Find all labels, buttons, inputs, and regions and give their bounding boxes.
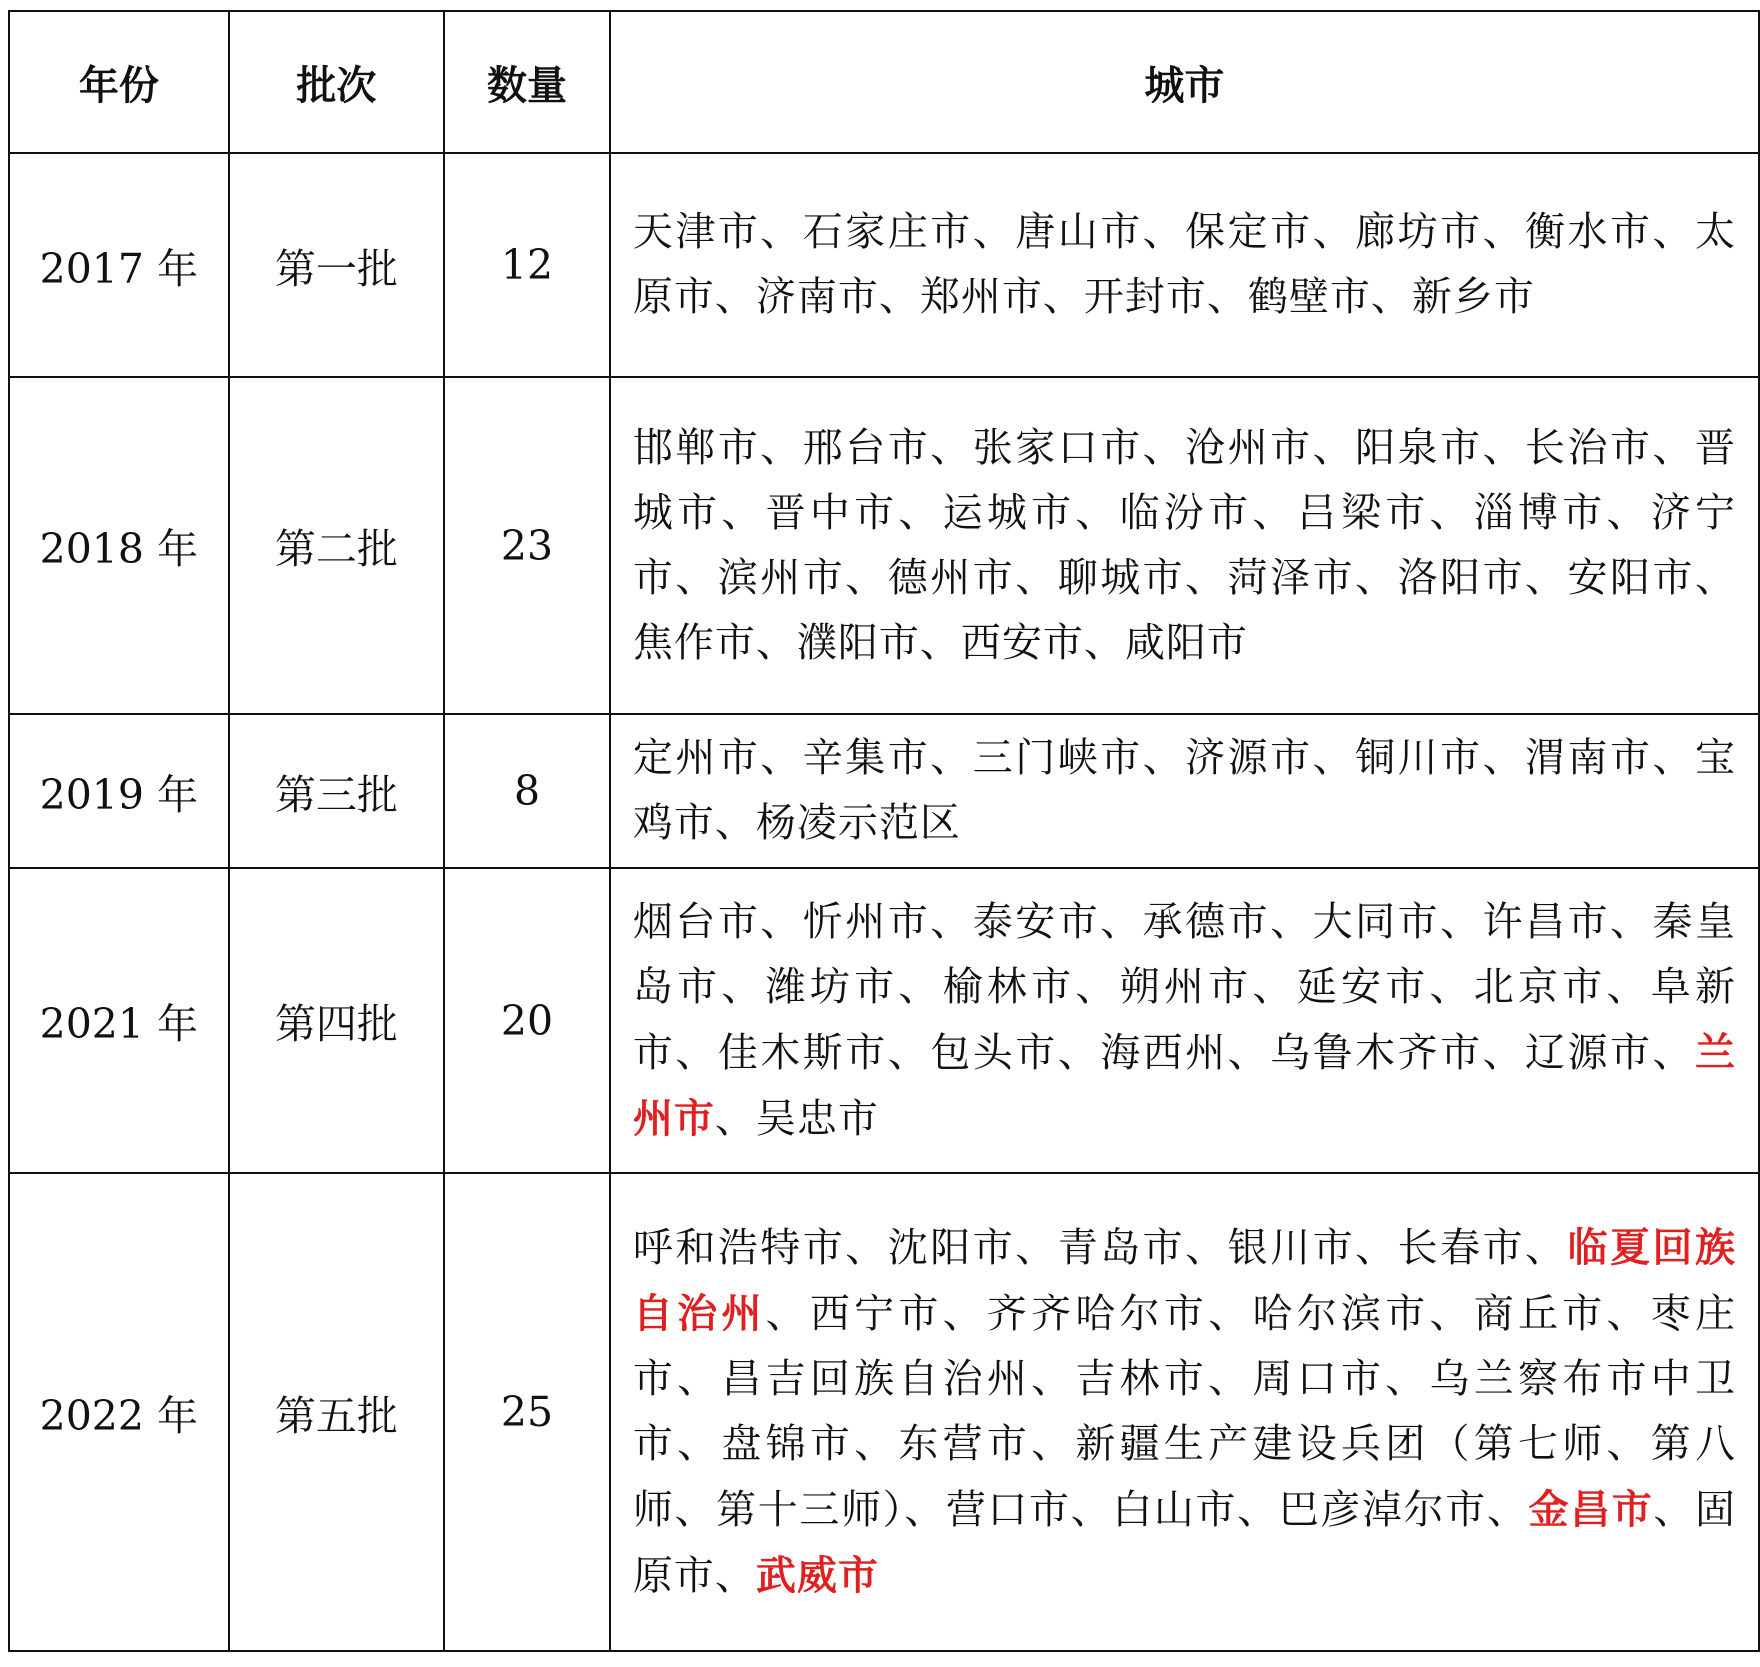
city-text: 、固原市、	[632, 1487, 1737, 1599]
batch-cell: 第一批	[229, 153, 445, 377]
year-cell: 2022 年	[9, 1173, 229, 1651]
year-cell: 2019 年	[9, 714, 229, 868]
cities-cell	[610, 1173, 1759, 1651]
header-cities: 城市	[610, 11, 1759, 153]
table-row	[9, 153, 1759, 377]
batch-cell: 第五批	[229, 1173, 445, 1651]
count-cell: 12	[444, 153, 610, 377]
city-text: 邯郸市、邢台市、张家口市、沧州市、阳泉市、长治市、晋城市、晋中市、运城市、临汾市、吕梁市、淄博市、济宁市、滨州市、德州市、聊城市、菏泽市、洛阳市、安阳市、焦作市、濮阳市、西安市、咸阳市	[632, 424, 1736, 666]
year-cell: 2017 年	[9, 153, 229, 377]
city-text-highlight: 武威市	[755, 1552, 879, 1599]
cities-cell	[610, 868, 1759, 1173]
count-cell: 20	[444, 868, 610, 1173]
count-cell: 25	[444, 1173, 610, 1651]
count-cell: 23	[444, 377, 610, 714]
city-text: 烟台市、忻州市、泰安市、承德市、大同市、许昌市、秦皇岛市、潍坊市、榆林市、朔州市、延安市、北京市、阜新市、佳木斯市、包头市、海西州、乌鲁木齐市、辽源市、	[632, 898, 1736, 1076]
city-text-highlight: 临夏回族自治州	[632, 1224, 1737, 1337]
city-text-highlight: 金昌市	[1528, 1486, 1654, 1533]
batch-cell: 第三批	[229, 714, 445, 868]
header-count: 数量	[444, 11, 610, 153]
city-text: 天津市、石家庄市、唐山市、保定市、廊坊市、衡水市、太原市、济南市、郑州市、开封市、鹤壁市、新乡市	[632, 209, 1736, 320]
city-text: 呼和浩特市、沈阳市、青岛市、银川市、长春市、	[632, 1225, 1568, 1271]
cities-cell	[610, 153, 1759, 377]
batch-cell: 第二批	[229, 377, 445, 714]
cities-table	[8, 10, 1760, 1652]
cities-cell	[610, 714, 1759, 868]
city-text-highlight: 兰州市	[632, 1028, 1736, 1142]
year-cell: 2018 年	[9, 377, 229, 714]
table-row	[9, 714, 1759, 868]
year-cell: 2021 年	[9, 868, 229, 1173]
city-text: 、吴忠市	[714, 1095, 879, 1142]
header-row	[9, 11, 1759, 153]
table-row	[9, 1173, 1759, 1651]
city-text: 、西宁市、齐齐哈尔市、哈尔滨市、商丘市、枣庄市、昌吉回族自治州、吉林市、周口市、乌兰察布市中卫市、盘锦市、东营市、新疆生产建设兵团（第七师、第八师、第十三师）、营口市、白山市、巴彦淖尔市、	[632, 1291, 1737, 1533]
cities-cell	[610, 377, 1759, 714]
header-batch: 批次	[229, 11, 445, 153]
city-text: 定州市、辛集市、三门峡市、济源市、铜川市、渭南市、宝鸡市、杨凌示范区	[632, 735, 1736, 846]
header-year: 年份	[9, 11, 229, 153]
batch-cell: 第四批	[229, 868, 445, 1173]
count-cell: 8	[444, 714, 610, 868]
table-row	[9, 377, 1759, 714]
table-row	[9, 868, 1759, 1173]
